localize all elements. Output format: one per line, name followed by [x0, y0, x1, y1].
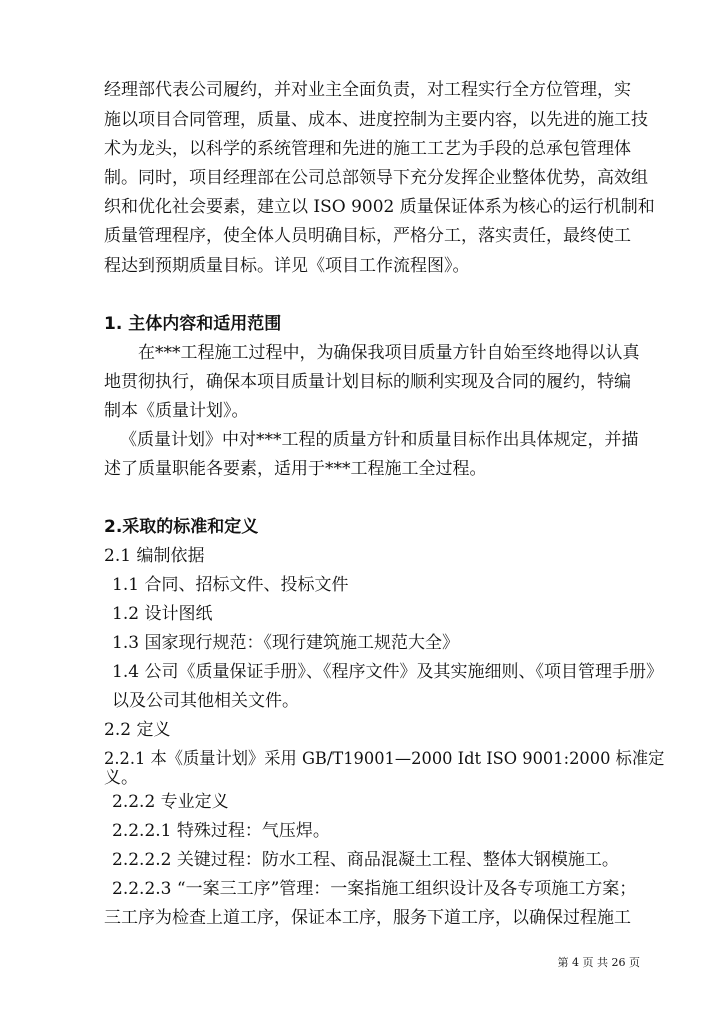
- paragraph-line: 在***工程施工过程中，为确保我项目质量方针自始至终地得以认真: [138, 343, 640, 363]
- paragraph-line: 织和优化社会要素，建立以 ISO 9002 质量保证体系为核心的运行机制和: [104, 197, 655, 217]
- paragraph-line: 述了质量职能各要素，适用于***工程施工全过程。: [104, 459, 487, 479]
- list-item: 2.2.2 专业定义: [112, 792, 229, 812]
- list-item: 2.2.2.1 特殊过程：气压焊。: [112, 821, 330, 841]
- list-item: 1.4 公司《质量保证手册》、《程序文件》及其实施细则、《项目管理手册》: [112, 662, 663, 682]
- list-item: 三工序为检查上道工序，保证本工序，服务下道工序，以确保过程施工: [104, 908, 631, 928]
- paragraph-line: 质量管理程序，使全体人员明确目标，严格分工，落实责任，最终使工: [104, 226, 631, 246]
- paragraph-line: 《质量计划》中对***工程的质量方针和质量目标作出具体规定，并描: [120, 430, 639, 450]
- list-item: 2.2.2.3 “一案三工序”管理：一案指施工组织设计及各专项施工方案；: [112, 879, 637, 899]
- list-item: 义。: [104, 768, 138, 788]
- paragraph-line: 施以项目合同管理，质量、成本、进度控制为主要内容，以先进的施工技: [104, 110, 648, 130]
- list-item: 2.1 编制依据: [104, 546, 205, 566]
- paragraph-line: 制本《质量计划》。: [104, 401, 249, 421]
- section-heading: 2.采取的标准和定义: [104, 517, 259, 537]
- list-item: 1.1 合同、招标文件、投标文件: [112, 575, 349, 595]
- section-heading: 1. 主体内容和适用范围: [104, 314, 282, 334]
- paragraph-line: 经理部代表公司履约，并对业主全面负责，对工程实行全方位管理，实: [104, 80, 631, 100]
- paragraph-line: 地贯彻执行，确保本项目质量计划目标的顺利实现及合同的履约，特编: [104, 372, 631, 392]
- page-number: 第 4 页 共 26 页: [557, 956, 640, 969]
- paragraph-line: 术为龙头，以科学的系统管理和先进的施工工艺为手段的总承包管理体: [104, 139, 631, 159]
- paragraph-line: 制。同时，项目经理部在公司总部领导下充分发挥企业整体优势，高效组: [104, 168, 648, 188]
- paragraph-line: 程达到预期质量目标。详见《项目工作流程图》。: [104, 256, 470, 276]
- list-item: 1.3 国家现行规范：《现行建筑施工规范大全》: [112, 633, 459, 653]
- list-item: 1.2 设计图纸: [112, 604, 213, 624]
- list-item: 2.2.1 本《质量计划》采用 GB/T19001—2000 Idt ISO 9001:2000 标准定: [104, 749, 665, 769]
- list-item: 2.2 定义: [104, 720, 171, 740]
- list-item: 2.2.2.2 关键过程：防水工程、商品混凝土工程、整体大钢模施工。: [112, 850, 619, 870]
- list-item: 以及公司其他相关文件。: [112, 691, 299, 711]
